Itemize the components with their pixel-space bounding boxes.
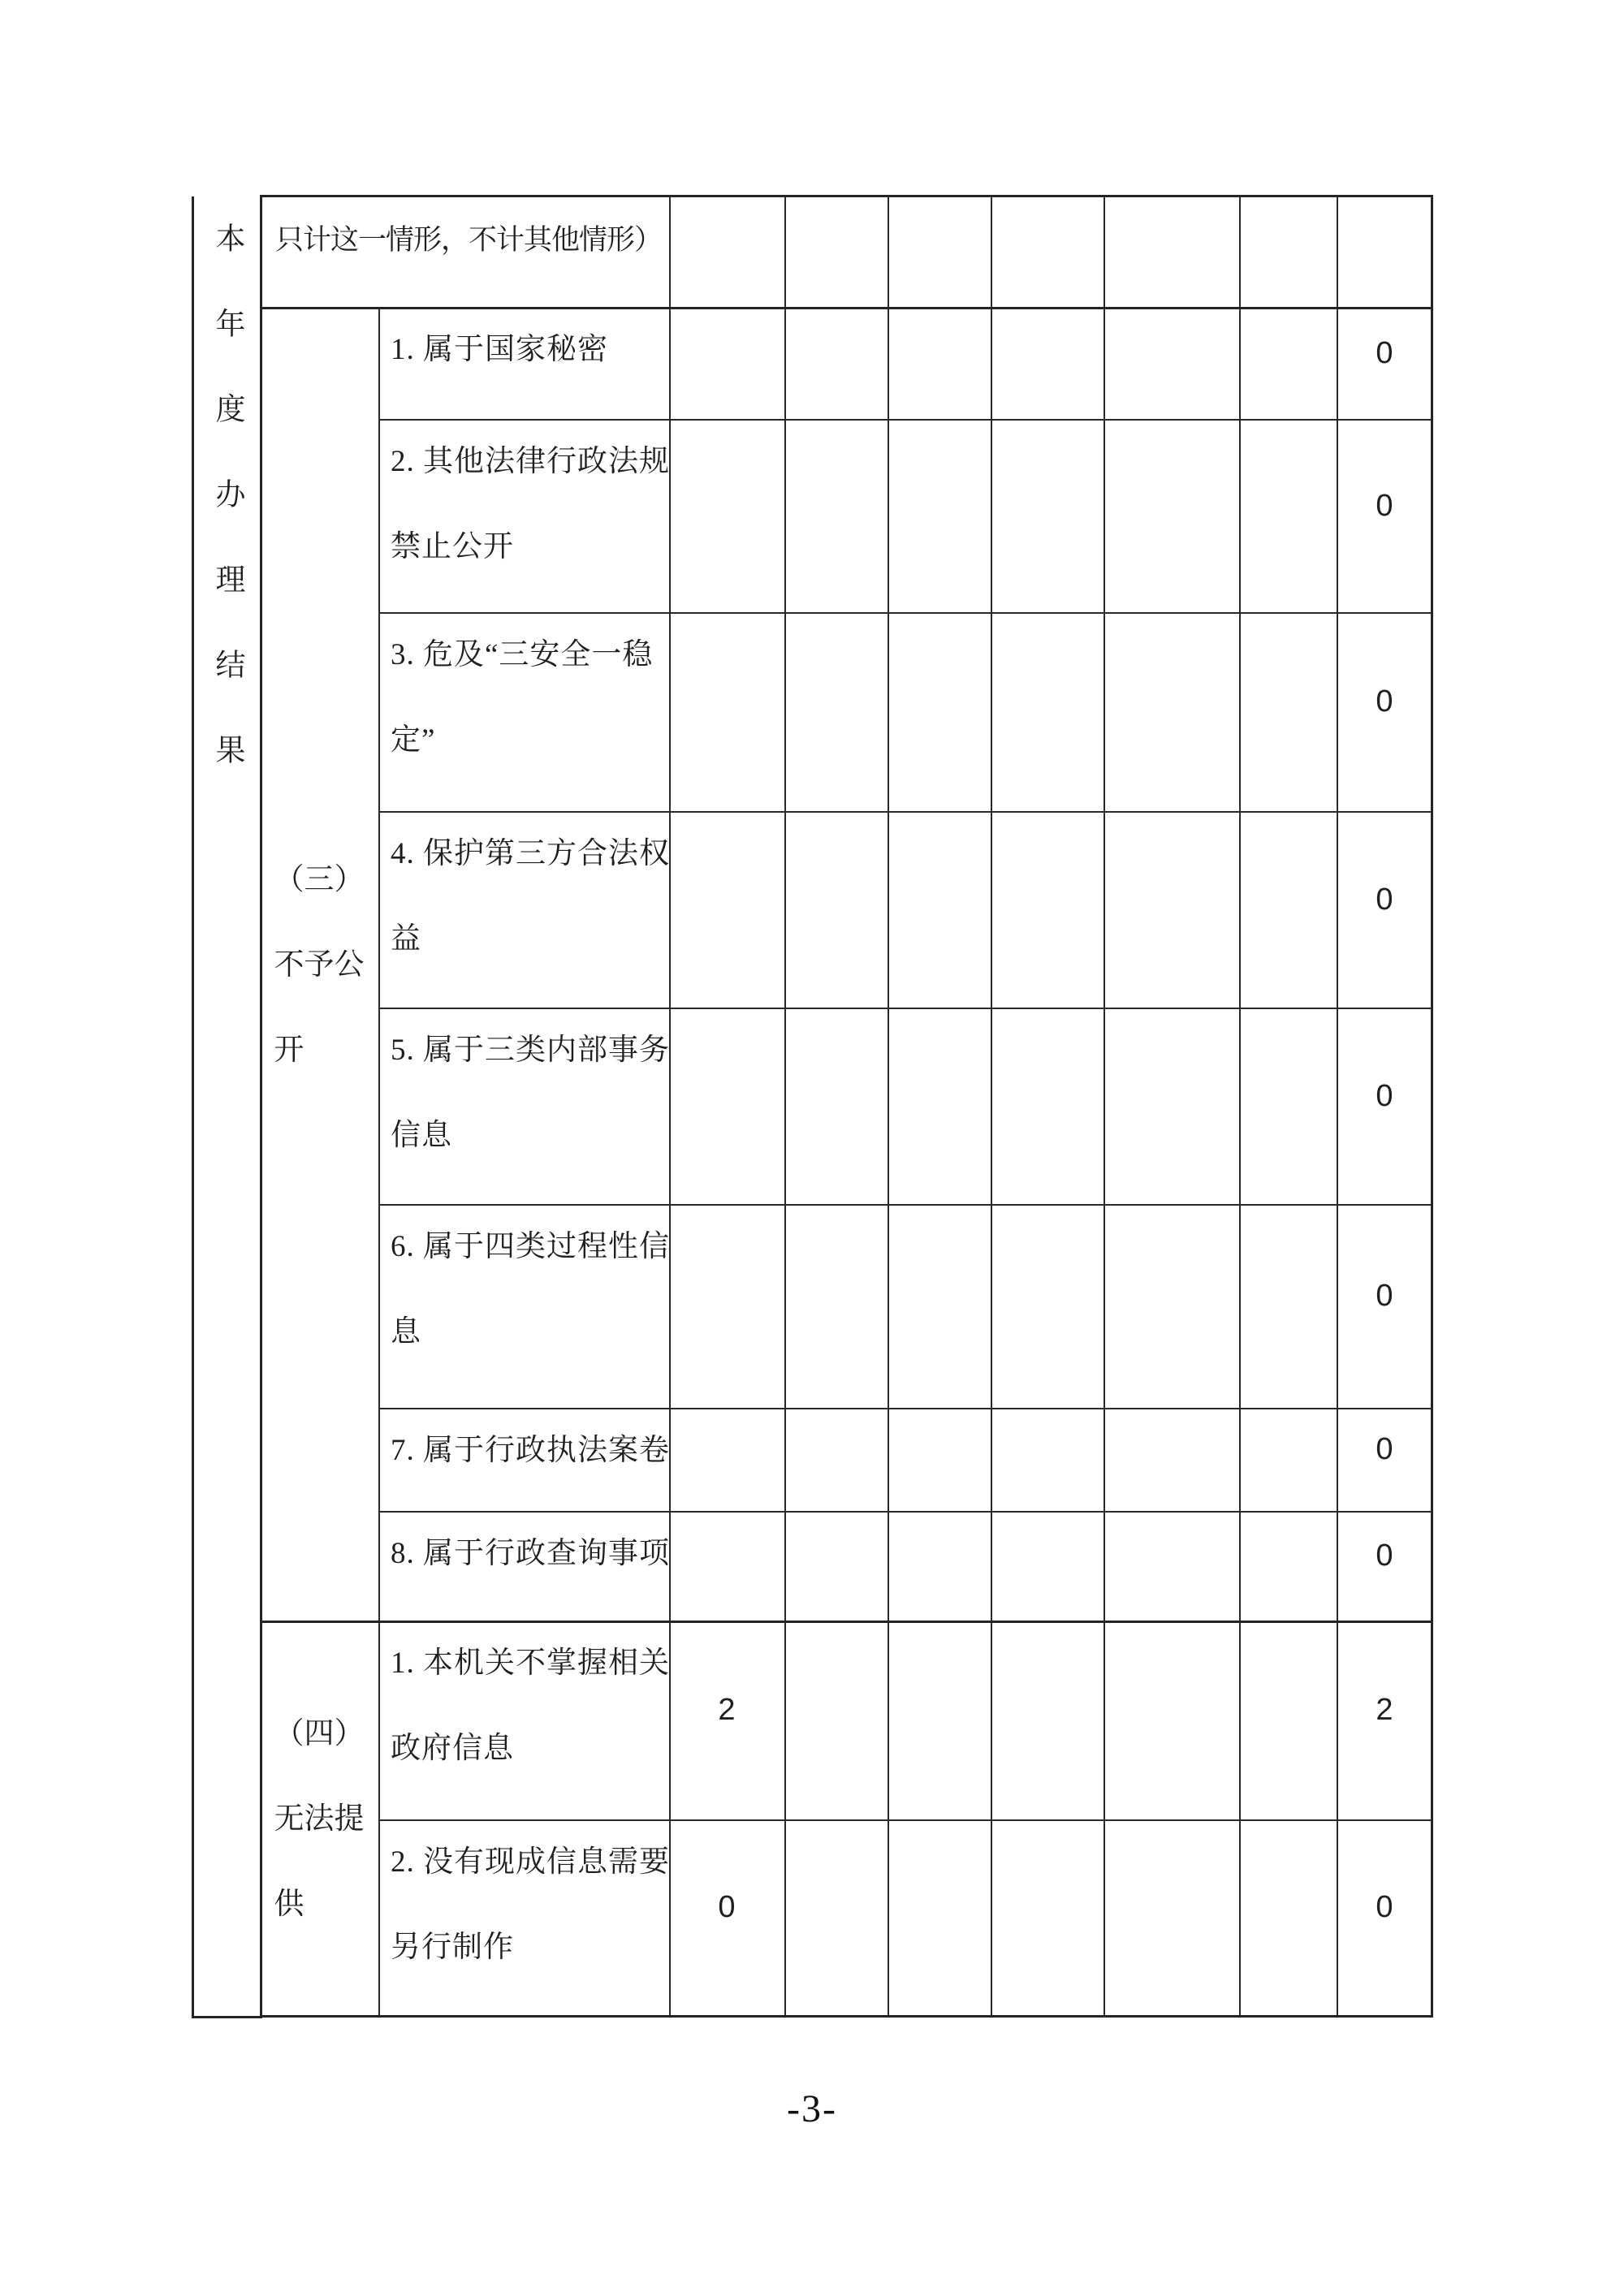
cell-value: 0 (1376, 684, 1393, 719)
item-label (391, 612, 672, 783)
grid-line (888, 197, 889, 2015)
group-label-line: （四） (274, 1717, 365, 1750)
cell-value: 2 (1376, 1693, 1393, 1727)
item-label-line: 定” (391, 723, 436, 757)
item-label (391, 1408, 672, 1493)
group-label-4 (262, 1623, 378, 2015)
group-label-3-text (274, 837, 367, 1093)
vertical-header-text: 本年度办理结果 (210, 222, 244, 819)
group-label-line: 供 (274, 1888, 304, 1921)
item-label-line: 益 (391, 922, 421, 956)
group-label-line: （三） (274, 863, 365, 896)
report-table (260, 195, 1433, 2018)
cell-value: 0 (1376, 1078, 1393, 1113)
cell-value: 0 (1376, 335, 1393, 370)
grid-line (991, 197, 992, 2015)
outer-bottom-border-left-strip (192, 2016, 262, 2018)
item-label-line: 8. 属于行政查询事项 (391, 1537, 670, 1570)
item-label-line: 2. 没有现成信息需要 (391, 1845, 670, 1879)
item-label-line: 1. 本机关不掌握相关 (391, 1646, 670, 1680)
cell-value: 0 (1376, 1279, 1393, 1313)
item-label-line: 2. 其他法律行政法规 (391, 445, 670, 478)
item-label-line: 3. 危及“三安全一稳 (391, 638, 654, 671)
group-label-line: 开 (274, 1034, 304, 1067)
item-label (391, 419, 672, 589)
group-label-line: 无法提 (274, 1802, 365, 1836)
item-label-line: 信息 (391, 1119, 452, 1152)
item-label-line: 6. 属于四类过程性信 (391, 1230, 670, 1263)
item-label (391, 1621, 672, 1791)
group-label-line: 不予公 (274, 948, 365, 982)
item-label (391, 1819, 672, 1990)
grid-line (378, 307, 380, 2015)
item-label-line: 禁止公开 (391, 530, 514, 563)
grid-line (1239, 197, 1241, 2015)
continuation-note: 只计这一情形，不计其他情形） (275, 224, 663, 256)
page-number: -3- (787, 2087, 837, 2130)
cell-value: 0 (718, 1890, 736, 1924)
grid-line (1104, 197, 1105, 2015)
cell-value: 0 (1376, 488, 1393, 523)
item-label-line: 政府信息 (391, 1732, 514, 1765)
item-label-line: 7. 属于行政执法案卷 (391, 1434, 670, 1467)
cell-value: 0 (1376, 1890, 1393, 1924)
cell-value: 0 (1376, 1432, 1393, 1466)
item-label (391, 1204, 672, 1375)
item-label-line: 4. 保护第三方合法权 (391, 837, 670, 870)
cell-value: 0 (1376, 882, 1393, 917)
item-label-line: 5. 属于三类内部事务 (391, 1034, 670, 1067)
item-label (391, 811, 672, 982)
cell-value: 0 (1376, 1539, 1393, 1573)
vertical-header-cell (194, 222, 260, 819)
item-label (391, 307, 672, 392)
group-label-3 (262, 309, 378, 1621)
cell-value: 2 (718, 1693, 736, 1727)
item-label-line: 息 (391, 1315, 421, 1349)
group-label-4-text (274, 1691, 367, 1947)
grid-line (784, 197, 786, 2015)
item-label-line: 另行制作 (391, 1931, 514, 1964)
item-label-line: 1. 属于国家秘密 (391, 333, 608, 366)
item-label (391, 1511, 672, 1596)
item-label (391, 1008, 672, 1178)
